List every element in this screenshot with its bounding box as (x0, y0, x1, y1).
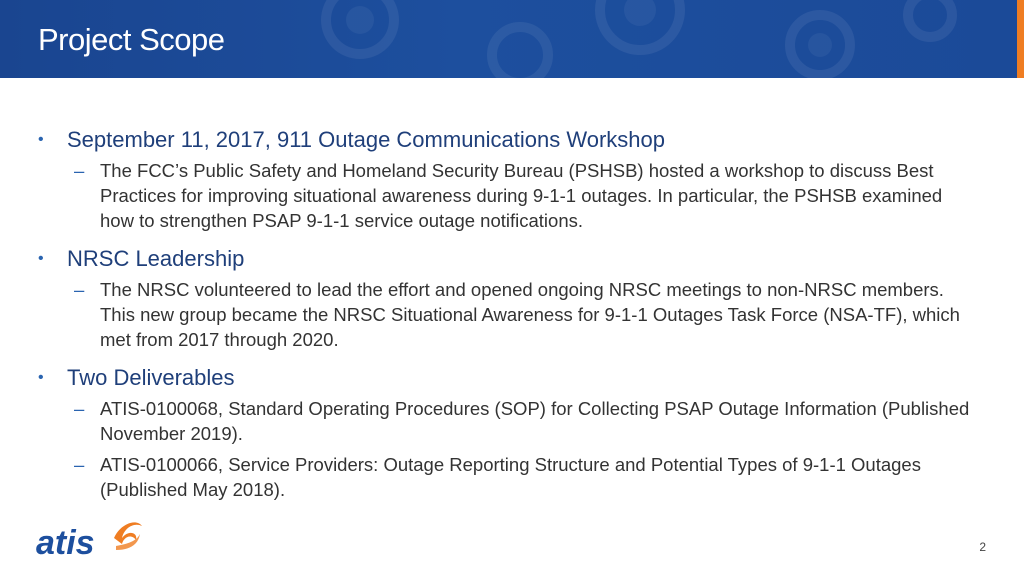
sub-bullet-item (0, 452, 980, 502)
title-bar (0, 0, 1024, 78)
sub-bullet-text: The FCC’s Public Safety and Homeland Security Bureau (PSHSB) hosted a workshop to discuss Best Practices for improving situational awareness during 9-1-1 outages. In particular, the PSHSB examined how to strengthen PSAP 9-1-1 service outage notifications. (100, 160, 943, 231)
slide-body (0, 126, 1024, 508)
sub-bullet-item (0, 396, 980, 446)
bullet-marker: • (38, 250, 44, 267)
page-number: 2 (979, 540, 986, 554)
dash-marker: – (74, 454, 85, 475)
sub-bullet-text: ATIS-0100066, Service Providers: Outage Reporting Structure and Potential Types of 9-1-1 Outages (Published May 2018). (100, 454, 921, 500)
logo-text: atis (36, 524, 95, 560)
dash-marker: – (74, 279, 85, 300)
sub-bullet-item (0, 277, 980, 352)
bullet-marker: • (38, 369, 44, 386)
bullet-text: Two Deliverables (67, 365, 235, 390)
bullet-item (0, 364, 1024, 392)
sub-bullet-item (0, 158, 980, 233)
dash-marker: – (74, 160, 85, 181)
bullet-marker: • (38, 131, 44, 148)
sub-bullet-text: ATIS-0100068, Standard Operating Procedures (SOP) for Collecting PSAP Outage Information (Published November 2019). (100, 398, 970, 444)
orange-accent-stripe (1017, 0, 1024, 78)
bullet-item (0, 245, 1024, 273)
sub-bullet-text: The NRSC volunteered to lead the effort and opened ongoing NRSC meetings to non-NRSC members. This new group became the NRSC Situational Awareness for 9-1-1 Outages Task Force (NSA-TF), which met from 2017 through 2020. (100, 279, 960, 350)
bullet-item (0, 126, 1024, 154)
bullet-text: September 11, 2017, 911 Outage Communications Workshop (67, 127, 666, 152)
dash-marker: – (74, 398, 85, 419)
bullet-text: NRSC Leadership (67, 246, 245, 271)
page-title: Project Scope (38, 22, 225, 57)
atis-logo (36, 516, 146, 560)
